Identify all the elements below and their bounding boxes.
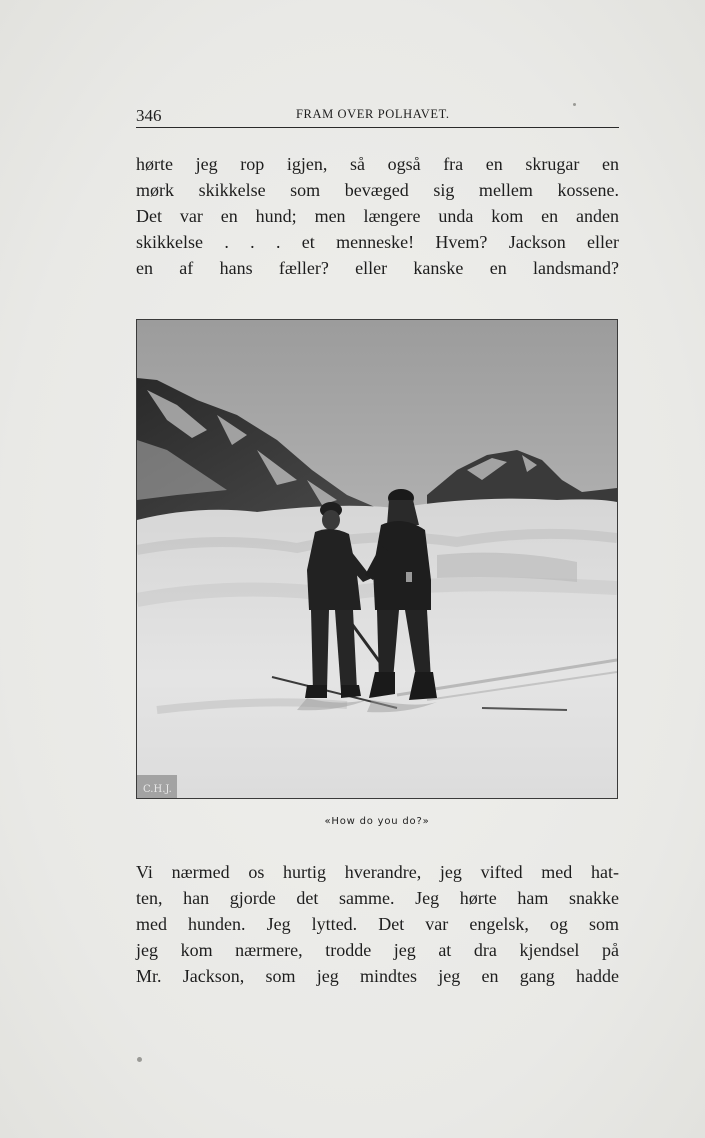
text-line: skikkelse . . . et menneske! Hvem? Jackson eller	[136, 232, 619, 252]
page-number: 346	[136, 106, 162, 125]
text-line: Mr. Jackson, som jeg mindtes jeg en gang hadde	[136, 966, 619, 986]
figure-caption: «How do you do?»	[324, 816, 430, 827]
header-rule	[136, 127, 619, 128]
text-line: en af hans fæller? eller kanske en landsmand?	[136, 258, 619, 278]
photograph	[136, 319, 618, 799]
paper-speck	[137, 1057, 142, 1062]
arctic-meeting-photo	[137, 320, 617, 798]
page-header	[136, 104, 619, 128]
text-line: mørk skikkelse som bevæged sig mellem kossene.	[136, 180, 619, 200]
text-line: hørte jeg rop igjen, så også fra en skrugar en	[136, 154, 619, 174]
text-line: med hunden. Jeg lytted. Det var engelsk, og som	[136, 914, 619, 934]
text-line: Vi nærmed os hurtig hverandre, jeg vifted med hat-	[136, 862, 619, 882]
paragraph-1	[136, 151, 619, 281]
text-line: jeg kom nærmere, trodde jeg at dra kjendsel på	[136, 940, 619, 960]
text-line: Det var en hund; men længere unda kom en anden	[136, 206, 619, 226]
text-line: ten, han gjorde det samme. Jeg hørte ham snakke	[136, 888, 619, 908]
paper-speck	[573, 103, 576, 106]
paragraph-2	[136, 859, 619, 989]
photo-signature: C.H.J.	[143, 784, 172, 795]
running-title: FRAM OVER POLHAVET.	[296, 107, 450, 121]
